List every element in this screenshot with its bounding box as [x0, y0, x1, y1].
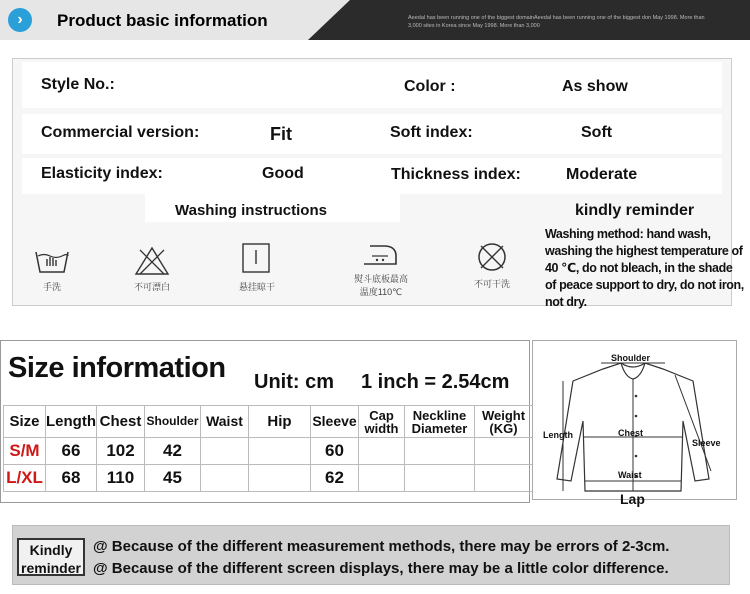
- cell-shoulder: 45: [145, 465, 201, 492]
- reminder-tag-line1: Kindly: [29, 542, 73, 558]
- thickness-value: Moderate: [566, 166, 638, 183]
- iron-icon: [360, 238, 400, 272]
- diagram-label-shoulder: Shoulder: [611, 353, 651, 363]
- cell-sleeve: 60: [311, 438, 359, 465]
- cell-length: 68: [46, 465, 97, 492]
- cell-waist: [201, 465, 249, 492]
- chevron-right-icon: ›: [8, 8, 32, 32]
- unit-label: Unit: cm: [254, 371, 334, 393]
- cell-waist: [201, 438, 249, 465]
- cell-hip: [249, 465, 311, 492]
- soft-label: Soft index:: [390, 124, 473, 141]
- inch-conversion: 1 inch = 2.54cm: [361, 371, 510, 393]
- size-row-sm: [4, 438, 533, 465]
- iron-caption: 熨斗底板最高: [353, 274, 408, 284]
- col-neckline: Neckline Diameter: [405, 406, 475, 438]
- color-value: As show: [562, 78, 628, 95]
- kindly-reminder-tag: [17, 538, 85, 576]
- cell-cap-width: [359, 438, 405, 465]
- cell-chest: 110: [97, 465, 145, 492]
- soft-value: Soft: [581, 124, 613, 141]
- hang-dry-caption: 悬挂晾干: [238, 282, 275, 292]
- col-shoulder: Shoulder: [145, 406, 201, 438]
- col-cap-width: Cap width: [359, 406, 405, 438]
- no-dry-clean-icon: [472, 240, 512, 274]
- cell-length: 66: [46, 438, 97, 465]
- cell-chest: 102: [97, 438, 145, 465]
- color-label: Color :: [404, 78, 456, 95]
- size-info-title: Size information: [8, 352, 226, 384]
- size-table-header: [4, 406, 533, 438]
- col-waist: Waist: [201, 406, 249, 438]
- cell-neckline: [405, 465, 475, 492]
- cell-weight: [475, 438, 533, 465]
- cell-weight: [475, 465, 533, 492]
- header-fine-print: Aeedal has been running one of the biggest domainAeedal has been running one of the biggest don May 1998. More than 3,000 sites in Korea since May 1998. More than 3,000: [408, 15, 705, 29]
- cell-cap-width: [359, 465, 405, 492]
- style-label: Style No.:: [41, 76, 115, 93]
- elasticity-value: Good: [262, 165, 304, 182]
- col-size: Size: [4, 406, 46, 438]
- no-dry-clean-caption: 不可干洗: [473, 279, 510, 289]
- hand-wash-caption: 手洗: [42, 282, 61, 292]
- col-hip: Hip: [249, 406, 311, 438]
- col-sleeve: Sleeve: [311, 406, 359, 438]
- washing-reminder-text: Washing method: hand wash, washing the highest temperature of 40 ℃, do not bleach, in the shade of peace support to dry, do not iron, not dry.: [545, 227, 744, 309]
- reminder-line-measurement: @ Because of the different measurement methods, there may be errors of 2-3cm.: [93, 538, 670, 555]
- diagram-label-waist: Waist: [618, 470, 642, 480]
- no-bleach-icon: [132, 244, 172, 278]
- diagram-label-sleeve: Sleeve: [692, 438, 721, 448]
- col-length: Length: [46, 406, 97, 438]
- diagram-label-length: Length: [543, 430, 573, 440]
- version-value: Fit: [270, 124, 292, 144]
- cell-neckline: [405, 438, 475, 465]
- col-chest: Chest: [97, 406, 145, 438]
- cell-hip: [249, 438, 311, 465]
- elasticity-label: Elasticity index:: [41, 165, 163, 182]
- hand-wash-icon: [32, 244, 72, 278]
- version-label: Commercial version:: [41, 124, 200, 141]
- diagram-label-lap: Lap: [620, 491, 645, 507]
- cell-size: S/M: [4, 438, 46, 465]
- reminder-tag-line2: reminder: [21, 560, 81, 576]
- cell-shoulder: 42: [145, 438, 201, 465]
- thickness-label: Thickness index:: [391, 166, 521, 183]
- reminder-title: kindly reminder: [575, 202, 695, 219]
- col-weight: Weight (KG): [475, 406, 533, 438]
- washing-title: Washing instructions: [175, 202, 327, 219]
- no-bleach-caption: 不可漂白: [133, 282, 170, 292]
- size-row-lxl: [4, 465, 533, 492]
- diagram-label-chest: Chest: [618, 428, 644, 438]
- cell-size: L/XL: [4, 465, 46, 492]
- size-table: [3, 405, 533, 492]
- iron-caption-2: 温度110℃: [359, 287, 403, 297]
- hang-dry-icon: [236, 242, 276, 276]
- section-title-basic-info: Product basic information: [57, 11, 268, 30]
- cell-sleeve: 62: [311, 465, 359, 492]
- reminder-line-color: @ Because of the different screen displays, there may be a little color difference.: [93, 560, 669, 577]
